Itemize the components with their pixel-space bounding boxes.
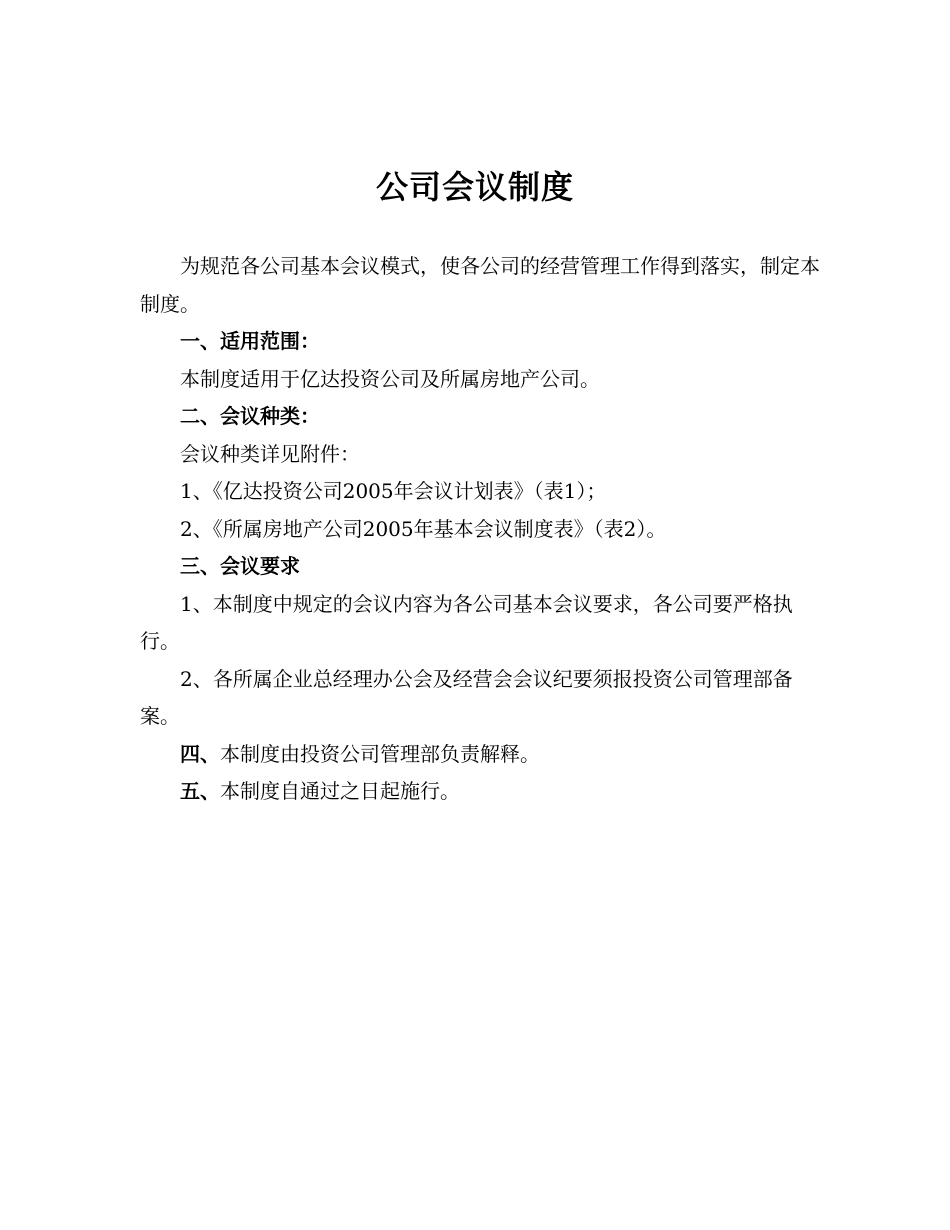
section-4-paragraph bbox=[140, 736, 830, 774]
section-heading-meeting-types: 二、会议种类： bbox=[180, 404, 320, 428]
section-5-lead: 五、 bbox=[180, 779, 220, 803]
meeting-types-item-2: 2、《所属房地产公司2005年基本会议制度表》（表2）。 bbox=[180, 516, 667, 541]
document-body bbox=[140, 248, 830, 811]
section-heading-requirements: 三、会议要求 bbox=[180, 554, 300, 578]
requirements-item-2: 2、各所属企业总经理办公会及经营会会议纪要须报投资公司管理部备案。 bbox=[140, 666, 793, 728]
meeting-types-paragraph: 会议种类详见附件： bbox=[180, 441, 360, 466]
section-heading-scope: 一、适用范围： bbox=[180, 329, 320, 353]
scope-paragraph: 本制度适用于亿达投资公司及所属房地产公司。 bbox=[180, 366, 600, 391]
requirements-item-1: 1、本制度中规定的会议内容为各公司基本会议要求，各公司要严格执行。 bbox=[140, 591, 793, 653]
document-title: 公司会议制度 bbox=[375, 168, 574, 206]
section-4-text: 本制度由投资公司管理部负责解释。 bbox=[220, 741, 540, 766]
meeting-types-item-1: 1、《亿达投资公司2005年会议计划表》（表1）； bbox=[180, 479, 607, 503]
section-4-lead: 四、 bbox=[180, 741, 220, 766]
intro-paragraph: 为规范各公司基本会议模式，使各公司的经营管理工作得到落实，制定本制度。 bbox=[140, 254, 820, 316]
section-5-text: 本制度自通过之日起施行。 bbox=[220, 779, 460, 803]
section-5-paragraph bbox=[140, 773, 830, 811]
